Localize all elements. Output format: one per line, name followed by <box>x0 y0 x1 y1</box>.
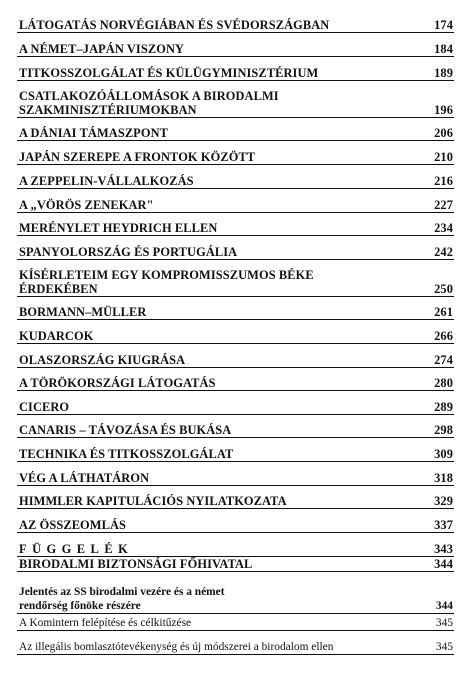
toc-entry-page: 184 <box>434 41 453 56</box>
toc-entry[interactable] <box>17 462 454 486</box>
toc-entry-title: SPANYOLORSZÁG ÉS PORTUGÁLIA <box>19 244 238 259</box>
toc-entry[interactable] <box>17 438 454 462</box>
toc-entry-title: A ZEPPELIN-VÁLLALKOZÁS <box>19 173 194 188</box>
toc-entry[interactable] <box>17 9 454 33</box>
toc-entry-page: 206 <box>434 125 453 140</box>
toc-entry[interactable] <box>17 213 454 236</box>
toc-entry-page: 274 <box>434 352 453 367</box>
toc-entry[interactable] <box>17 320 454 344</box>
toc-entry-page: 189 <box>434 65 453 80</box>
toc-entry-page: 261 <box>434 304 453 319</box>
toc-entry-page: 227 <box>434 197 453 212</box>
toc-entry[interactable] <box>17 486 454 509</box>
toc-entry-page: 345 <box>435 616 453 629</box>
toc-entry-page: 344 <box>434 556 453 571</box>
toc-entry[interactable] <box>17 368 454 391</box>
toc-entry-page: 329 <box>434 493 453 508</box>
toc-entry-title: A NÉMET–JAPÁN VISZONY <box>19 41 185 56</box>
toc-entry-page: 298 <box>434 422 453 437</box>
toc-entry-page: 196 <box>434 102 453 117</box>
toc-entry[interactable] <box>17 33 454 57</box>
toc-entry-page: 174 <box>434 17 453 32</box>
toc-entry-title: FÜGGELÉK <box>19 541 134 556</box>
toc-entry-title: Az illegális bomlasztótevékenység és új módszerei a birodalom ellen <box>19 640 334 653</box>
toc-entry-page: 266 <box>434 328 453 343</box>
toc-entry[interactable] <box>17 391 454 415</box>
toc-entry-page: 344 <box>435 599 453 612</box>
toc-entry[interactable] <box>17 415 454 438</box>
toc-entry-title: KUDARCOK <box>19 328 94 343</box>
toc-entry[interactable] <box>17 344 454 368</box>
toc-entry-page: 216 <box>434 173 453 188</box>
toc-entry-title: A DÁNIAI TÁMASZPONT <box>19 125 169 140</box>
toc-entry-title: A „VÖRÖS ZENEKAR" <box>19 197 154 212</box>
toc-entry-page: 337 <box>434 517 453 532</box>
toc-entry[interactable] <box>17 260 454 297</box>
toc-entry-page: 289 <box>434 399 453 414</box>
toc-entry-page: 343 <box>434 541 453 556</box>
toc-entry-title: BIRODALMI BIZTONSÁGI FŐHIVATAL <box>19 556 253 571</box>
toc-entry-page: 234 <box>434 220 453 235</box>
toc-entry-page: 250 <box>434 281 453 296</box>
toc-entry[interactable] <box>17 509 454 533</box>
toc-entry-title: A TÖRÖKORSZÁGI LÁTOGATÁS <box>19 375 216 390</box>
toc-entry-title: MERÉNYLET HEYDRICH ELLEN <box>19 220 218 235</box>
toc-entry[interactable] <box>17 533 454 557</box>
toc-entry-page: 309 <box>434 446 453 461</box>
toc-entry-page: 318 <box>434 470 453 485</box>
table-of-contents <box>17 0 454 682</box>
toc-entry-title: BORMANN–MÜLLER <box>19 304 147 319</box>
toc-entry-title: LÁTOGATÁS NORVÉGIÁBAN ÉS SVÉDORSZÁGBAN <box>19 17 330 32</box>
toc-entry-title: TECHNIKA ÉS TITKOSSZOLGÁLAT <box>19 446 234 461</box>
toc-entry-title: CSATLAKOZÓÁLLOMÁSOK A BIRODALMI SZAKMINISZTÉRIUMOKBAN <box>19 89 279 117</box>
toc-entry-page: 345 <box>435 640 453 653</box>
toc-entry-title: A Komintern felépítése és célkitűzése <box>19 616 192 629</box>
toc-entry-title: CICERO <box>19 399 70 414</box>
toc-entry[interactable] <box>17 189 454 213</box>
toc-entry-title: KÍSÉRLETEIM EGY KOMPROMISSZUMOS BÉKE ÉRDEKÉBEN <box>19 268 314 296</box>
toc-entry-title: JAPÁN SZEREPE A FRONTOK KÖZÖTT <box>19 149 256 164</box>
toc-entry-title: Jelentés az SS birodalmi vezére és a német rendőrség főnöke részére <box>19 586 225 612</box>
toc-entry[interactable] <box>17 81 454 118</box>
toc-entry[interactable] <box>17 118 454 141</box>
toc-entry[interactable] <box>17 57 454 81</box>
toc-entry[interactable] <box>17 572 454 614</box>
toc-entry-page: 242 <box>434 244 453 259</box>
toc-entry-page: 210 <box>434 149 453 164</box>
toc-entry[interactable] <box>17 631 454 655</box>
toc-entry-title: TITKOSSZOLGÁLAT ÉS KÜLÜGYMINISZTÉRIUM <box>19 65 319 80</box>
toc-entry[interactable] <box>17 141 454 165</box>
toc-entry[interactable] <box>17 297 454 320</box>
toc-entry[interactable] <box>17 557 454 572</box>
toc-entry-title: AZ ÖSSZEOMLÁS <box>19 517 126 532</box>
toc-entry-title: OLASZORSZÁG KIUGRÁSA <box>19 352 186 367</box>
toc-entry[interactable] <box>17 236 454 260</box>
toc-entry[interactable] <box>17 614 454 631</box>
toc-entry-title: HIMMLER KAPITULÁCIÓS NYILATKOZATA <box>19 493 287 508</box>
toc-entry[interactable] <box>17 165 454 189</box>
toc-entry-page: 280 <box>434 375 453 390</box>
toc-entry-title: VÉG A LÁTHATÁRON <box>19 470 150 485</box>
toc-entry-title: CANARIS – TÁVOZÁSA ÉS BUKÁSA <box>19 422 232 437</box>
